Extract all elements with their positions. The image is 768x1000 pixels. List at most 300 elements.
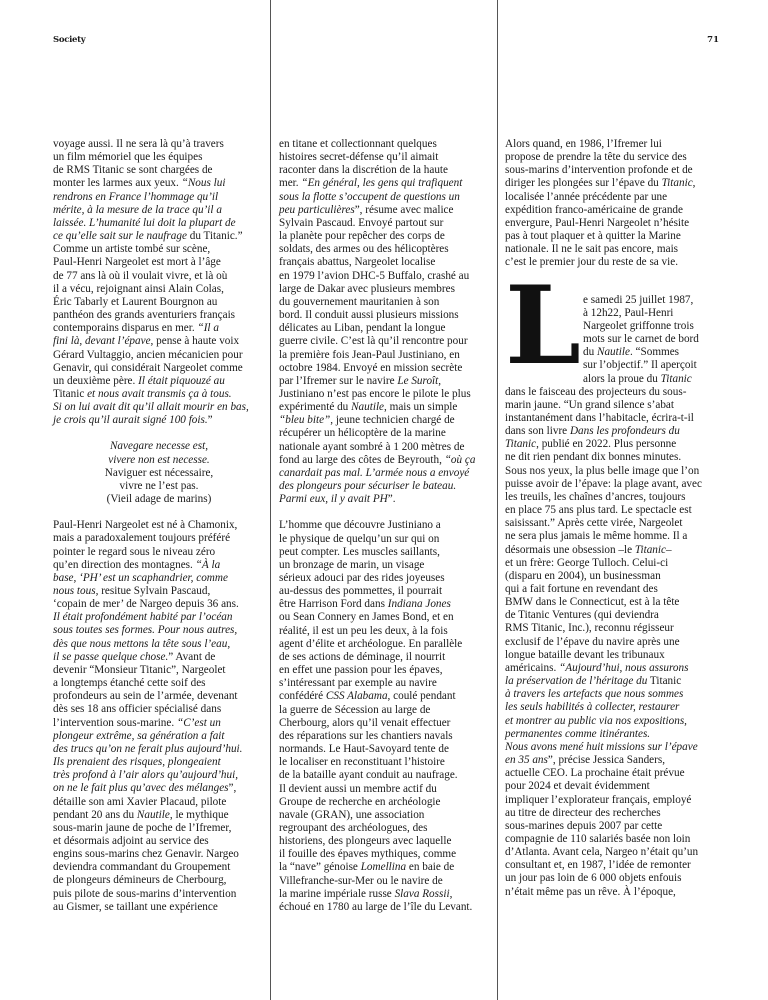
column-divider-right — [497, 0, 498, 1000]
text-run: . “Sommes — [629, 346, 680, 359]
text-run: pointer le regard sous le niveau zéro — [53, 545, 216, 558]
text-run: délicates au Liban, pendant la longue — [279, 322, 446, 335]
text-line — [505, 583, 720, 596]
text-run: mots sur le carnet de bord — [583, 333, 699, 346]
text-line — [53, 769, 265, 782]
text-run: dans le faisceau des projecteurs du sous- — [505, 385, 687, 398]
text-line — [279, 875, 491, 888]
text-line — [53, 809, 265, 822]
text-run: et désormais adjoint au service des — [53, 834, 209, 847]
italic-run: en 35 ans — [505, 754, 548, 767]
text-run: octobre 1984. Envoyé en mission secrète — [279, 361, 463, 374]
italic-run: on ne le fait plus qu’avec des mélanges — [53, 782, 229, 795]
italic-run: sous la flotte s’occupent de questions un — [279, 190, 460, 203]
text-run: d’Atlanta. Avant cela, Nargeo n’était qu’un — [505, 846, 699, 859]
text-line — [505, 688, 720, 701]
text-line — [279, 769, 491, 782]
text-line — [53, 296, 265, 309]
text-line — [505, 675, 720, 688]
text-line — [505, 504, 720, 517]
text-line — [505, 425, 720, 438]
text-run: exclusif de l’épave du navire après une — [505, 635, 680, 648]
text-line — [53, 874, 265, 887]
text-run: resitue Sylvain Pascaud, — [98, 585, 211, 597]
text-run: Sous nos yeux, la plus belle image que l’on — [505, 464, 700, 477]
text-run: ou Sean Connery en James Bond, et en — [279, 611, 454, 624]
italic-run: ce qu’elle sait sur le naufrage — [53, 230, 187, 243]
text-run: Alors quand, en 1986, l’Ifremer lui — [505, 138, 662, 150]
text-line — [505, 741, 720, 754]
text-run: (disparu en 2004), un businessman — [505, 569, 661, 582]
text-run: diriger les plongées sur l’épave du — [505, 177, 662, 190]
paragraph — [279, 138, 491, 506]
text-line — [279, 533, 491, 546]
text-run: agent d’élite et archéologue. En parallèle — [279, 637, 463, 650]
text-line — [53, 401, 265, 414]
text-line — [53, 651, 265, 664]
italic-run: Titanic — [634, 543, 666, 556]
text-run: deviendra commandant du Groupement — [53, 861, 231, 874]
text-run: Paul-Henri Nargeolet est né à Chamonix, — [53, 519, 238, 532]
text-run: Il devient aussi un membre actif du — [279, 782, 437, 795]
italic-run: Si on lui avait dit qu’il allait mourir en bas, — [53, 401, 249, 414]
italic-run: Il était piquouzé au — [138, 374, 225, 387]
text-line — [505, 859, 720, 872]
text-run: Gérard Vultaggio, ancien mécanicien pour — [53, 348, 243, 361]
text-run: de RMS Titanic se sont chargées de — [53, 164, 213, 177]
italic-run: Indiana Jones — [387, 598, 451, 611]
text-line — [279, 559, 491, 572]
column-2 — [279, 138, 491, 914]
text-line — [53, 388, 265, 401]
text-line — [279, 822, 491, 835]
text-run: pas à tout plaquer et à quitter la Marine — [505, 230, 681, 243]
text-line — [53, 480, 265, 493]
text-line — [279, 296, 491, 309]
text-line — [583, 333, 720, 346]
text-line — [505, 872, 720, 885]
text-run: en 1979 l’avion DHC-5 Buffalo, crashé au — [279, 269, 470, 282]
text-line — [505, 649, 720, 662]
text-run: propose de prendre la tête du service des — [505, 151, 687, 164]
text-line — [505, 701, 720, 714]
text-line — [505, 438, 720, 451]
text-run: puisse avoir de l’épave: la plage avant, avec — [505, 477, 702, 490]
text-line — [505, 164, 720, 177]
italic-run: “C’est un — [176, 716, 221, 729]
text-line — [505, 807, 720, 820]
text-run: ne sera plus jamais le même homme. Il a — [505, 530, 688, 543]
text-line — [279, 717, 491, 730]
text-line — [279, 848, 491, 861]
italic-run: “Nous lui — [181, 177, 226, 190]
text-run: large de Dakar avec plusieurs membres — [279, 282, 455, 295]
text-line — [279, 191, 491, 204]
text-line — [583, 359, 720, 372]
text-line — [505, 715, 720, 728]
text-run: actuelle CEO. La prochaine était prévue — [505, 767, 685, 780]
text-line — [279, 256, 491, 269]
text-line — [53, 743, 265, 756]
text-run: détaille son ami Xavier Placaud, pilote — [53, 795, 227, 808]
text-line — [279, 454, 491, 467]
text-run: la planète pour repêcher des corps de — [279, 230, 445, 243]
text-run: le physique de quelqu’un sur qui on — [279, 532, 440, 545]
text-run: alors la proue du — [583, 372, 661, 385]
text-run: ”, précise Jessica Sanders, — [547, 754, 666, 767]
text-run: en effet une passion pour les épaves, — [279, 664, 443, 677]
text-line — [279, 151, 491, 164]
text-line — [279, 901, 491, 914]
text-run: expédition franco-américaine de grande — [505, 203, 683, 216]
text-line — [279, 704, 491, 717]
text-run: ” Avant de — [168, 650, 216, 663]
text-line — [279, 401, 491, 414]
italic-run: les seuls habilités à collecter, restaurer — [505, 701, 680, 714]
text-line — [53, 888, 265, 901]
italic-run: mérite, à la mesure de la trace qu’il a — [53, 203, 222, 216]
text-line — [53, 796, 265, 809]
epigraph-poem — [53, 440, 265, 506]
text-line — [505, 191, 720, 204]
italic-run: des plongeurs pour sécuriser le bateau. — [279, 480, 457, 493]
text-run: mer. — [279, 177, 302, 190]
text-line — [279, 335, 491, 348]
italic-run: Titanic — [505, 438, 537, 451]
paragraph — [279, 519, 491, 914]
text-line — [53, 638, 265, 651]
text-run: du gouvernement mauritanien à son — [279, 295, 440, 308]
text-run: ne dit rien pendant dix bonnes minutes. — [505, 451, 682, 464]
text-line — [279, 625, 491, 638]
italic-run: vivere non est necesse. — [108, 453, 210, 466]
text-run: Paul-Henri Nargeolet est mort à l’âge — [53, 256, 221, 269]
text-run: pendant 20 ans du — [53, 808, 137, 821]
text-run: Naviguer est nécessaire, — [104, 466, 214, 479]
italic-run: laissée. L’humanité lui doit la plupart de — [53, 216, 236, 229]
text-run: Cherbourg, alors qu’il venait effectuer — [279, 716, 451, 729]
text-line — [279, 270, 491, 283]
text-run: devenir “Monsieur Titanic”, Nargeolet — [53, 663, 226, 676]
text-run: il a vécu, rejoignant ainsi Alain Colas, — [53, 282, 224, 295]
text-line — [53, 519, 265, 532]
text-line — [505, 177, 720, 190]
text-line — [279, 730, 491, 743]
column-1 — [53, 138, 265, 914]
text-line — [53, 493, 265, 506]
text-line — [505, 465, 720, 478]
text-line — [505, 846, 720, 859]
paragraph — [53, 519, 265, 914]
text-line — [505, 794, 720, 807]
text-run: impliquer l’explorateur français, employé — [505, 793, 692, 806]
text-run: , jeune technicien chargé de — [330, 414, 455, 427]
text-run: les treuils, les chaînes d’ancres, toujours — [505, 490, 686, 503]
text-run: , — [692, 177, 696, 190]
text-line — [279, 756, 491, 769]
text-line — [279, 835, 491, 848]
text-line — [279, 783, 491, 796]
text-run: pense à haute voix — [153, 335, 240, 348]
section-label: Society — [53, 35, 86, 45]
text-run: historiens, des plongeurs avec laquelle — [279, 835, 452, 848]
text-run: mais a paradoxalement toujours préféré — [53, 532, 231, 545]
text-line — [53, 664, 265, 677]
text-line — [53, 138, 265, 151]
text-run: contemporains disparus en mer. — [53, 322, 198, 335]
text-line — [279, 467, 491, 480]
text-line — [53, 270, 265, 283]
text-line — [583, 307, 720, 320]
text-run: , le mythique — [169, 808, 229, 821]
text-line — [279, 690, 491, 703]
text-line — [279, 217, 491, 230]
text-line — [53, 349, 265, 362]
text-line — [505, 399, 720, 412]
text-line — [583, 346, 720, 359]
text-run: guerre civile. C’est là qu’il rencontre pour — [279, 335, 468, 348]
text-line — [279, 480, 491, 493]
text-run: profondeurs au sein de l’armée, devenant — [53, 690, 238, 703]
text-run: ”, résume avec malice — [354, 203, 454, 216]
text-line — [53, 414, 265, 427]
text-line — [279, 888, 491, 901]
text-line — [505, 820, 720, 833]
italic-run: fini là, devant l’épave, — [53, 335, 154, 348]
text-run: et un frère: George Tulloch. Celui-ci — [505, 556, 669, 569]
text-line — [505, 754, 720, 767]
text-run: en place 75 ans plus tard. Le spectacle est — [505, 504, 692, 517]
text-line — [505, 557, 720, 570]
text-line — [53, 243, 265, 256]
italic-run: et montrer au public via nos expositions, — [505, 714, 687, 727]
italic-run: très profond à l’air alors qu’aujourd’hui, — [53, 769, 239, 782]
text-run: la marine impériale russe — [279, 887, 395, 900]
text-run: échoué en 1780 au large de l’île du Levant. — [279, 900, 473, 913]
text-run: pour 2024 et devait évidemment — [505, 780, 650, 793]
text-line — [53, 611, 265, 624]
text-line — [53, 677, 265, 690]
text-line — [53, 532, 265, 545]
italic-run: dès que nous mettons la tête sous l’eau, — [53, 637, 231, 650]
italic-run: je crois qu’il aurait signé 100 fois. — [53, 414, 208, 427]
text-run: être Harrison Ford dans — [279, 598, 388, 611]
text-run: qui a fait fortune en revendant des — [505, 583, 658, 595]
text-line — [279, 177, 491, 190]
text-run: sous-marines depuis 2007 par cette — [505, 819, 663, 832]
text-line — [53, 191, 265, 204]
text-run: Titanic — [53, 387, 88, 400]
text-run: ” — [207, 414, 213, 427]
italic-run: sous toutes ses formes. Pour nous autres, — [53, 624, 238, 637]
text-line — [53, 230, 265, 243]
text-run: envergure, Paul-Henri Nargeolet n’hésite — [505, 216, 690, 229]
text-line — [279, 664, 491, 677]
text-run: de Titanic Ventures (qui deviendra — [505, 609, 659, 622]
paragraph — [505, 138, 720, 270]
text-line — [53, 690, 265, 703]
text-line — [279, 598, 491, 611]
text-run: , publié en 2022. Plus personne — [536, 438, 677, 451]
text-line — [583, 373, 720, 386]
text-line — [505, 780, 720, 793]
text-line — [279, 585, 491, 598]
text-run: (Vieil adage de marins) — [106, 493, 212, 506]
text-run: la guerre de Sécession au large de — [279, 703, 431, 716]
text-run: RMS Titanic, Inc.), reconnu régisseur — [505, 622, 674, 635]
text-line — [505, 530, 720, 543]
text-run: regroupant des archéologues, des — [279, 821, 428, 834]
text-line — [53, 283, 265, 296]
text-line — [53, 559, 265, 572]
italic-run: il se passe quelque chose. — [53, 650, 169, 663]
text-line — [53, 730, 265, 743]
text-run: en baie de — [406, 861, 455, 874]
text-line — [279, 427, 491, 440]
italic-run: à travers les artefacts que nous sommes — [505, 688, 684, 701]
text-line — [53, 164, 265, 177]
text-run: de la bataille ayant conduit au naufrage. — [279, 769, 458, 782]
text-run: dans son livre — [505, 425, 570, 438]
text-run: au Gismer, se taillant une expérience — [53, 900, 218, 913]
italic-run: “bleu bite” — [279, 414, 331, 427]
italic-run: Ils prenaient des risques, plongeaient — [53, 756, 221, 769]
text-line — [279, 546, 491, 559]
page-number: 71 — [707, 35, 719, 45]
text-run: monter les larmes aux yeux. — [53, 177, 182, 190]
text-line — [53, 901, 265, 914]
text-line — [279, 164, 491, 177]
text-line — [279, 349, 491, 362]
italic-run: Titanic — [661, 177, 693, 190]
text-line — [505, 478, 720, 491]
text-line — [53, 624, 265, 637]
text-line — [53, 362, 265, 375]
text-line — [505, 230, 720, 243]
italic-run: Slava Rossii — [394, 887, 450, 900]
text-run: navale (GRAN), une association — [279, 808, 425, 821]
text-line — [505, 886, 720, 899]
text-run: longue bataille devant les tribunaux — [505, 648, 665, 661]
text-line — [53, 335, 265, 348]
text-line — [279, 375, 491, 388]
text-run: , — [438, 374, 442, 387]
text-run: panthéon des grands aventuriers français — [53, 309, 236, 322]
italic-run: permanentes comme itinérantes. — [505, 727, 651, 740]
italic-run: Parmi eux, il y avait PH — [279, 493, 388, 506]
text-line — [505, 517, 720, 530]
text-line — [53, 598, 265, 611]
italic-run: Titanic — [660, 372, 692, 385]
text-run: saisissant.” Après cette virée, Nargeolet — [505, 517, 683, 530]
text-run: un bronzage de marin, un visage — [279, 558, 425, 571]
text-run: au-dessus des pommettes, il pourrait — [279, 585, 443, 598]
italic-run: base, ‘PH’ est un scaphandrier, comme — [53, 571, 228, 584]
text-run: peut compter. Les muscles saillants, — [279, 545, 440, 558]
text-line — [505, 609, 720, 622]
text-run: sur l’objectif.” Il aperçoit — [583, 359, 697, 372]
text-run: , coulé pendant — [387, 690, 456, 703]
text-run: récupérer un hélicoptère de la marine — [279, 427, 446, 440]
text-run: voyage aussi. Il ne sera là qu’à travers — [53, 138, 224, 150]
text-run: marin jaune. “Un grand silence s’abat — [505, 398, 674, 411]
text-line — [279, 388, 491, 401]
text-run: e samedi 25 juillet 1987, — [583, 293, 694, 306]
italic-run: “En général, les gens qui trafiquent — [301, 177, 463, 190]
text-line — [279, 322, 491, 335]
text-run: BMW dans le Connecticut, est à la tête — [505, 596, 680, 609]
italic-run: Il était profondément habité par l’océan — [53, 611, 233, 624]
text-line — [53, 848, 265, 861]
text-run: compagnie de 110 salariés basée non loin — [505, 832, 691, 845]
text-line — [53, 375, 265, 388]
italic-run: la préservation de l’héritage du — [505, 675, 648, 688]
text-line — [505, 491, 720, 504]
text-line — [53, 322, 265, 335]
text-line — [279, 414, 491, 427]
text-run: qu’en direction des montagnes. — [53, 558, 196, 571]
text-line — [505, 204, 720, 217]
text-line — [53, 177, 265, 190]
text-run: sous-marins d’intervention profonde et de — [505, 164, 693, 177]
text-line — [279, 611, 491, 624]
text-line — [53, 703, 265, 716]
text-line — [279, 796, 491, 809]
italic-run: Nautile — [351, 401, 385, 414]
text-line — [279, 651, 491, 664]
text-line — [505, 570, 720, 583]
text-line — [279, 493, 491, 506]
text-run: des réparations sur les chantiers navals — [279, 729, 453, 742]
text-run: il fouille des épaves mythiques, comme — [279, 848, 457, 861]
text-run: , — [449, 887, 453, 900]
text-line — [53, 717, 265, 730]
text-line — [279, 283, 491, 296]
italic-run: Navegare necesse est, — [109, 440, 209, 453]
text-line — [53, 204, 265, 217]
text-run: normands. Le Haut-Savoyard tente de — [279, 743, 449, 756]
text-run: à 12h22, Paul-Henri — [583, 306, 674, 319]
text-line — [505, 728, 720, 741]
text-line — [279, 743, 491, 756]
text-line — [53, 546, 265, 559]
text-run: L’homme que découvre Justiniano a — [279, 519, 441, 532]
text-run: Sylvain Pascaud. Envoyé partout sur — [279, 216, 444, 229]
text-run: histoires secret-défense qu’il aimait — [279, 151, 439, 164]
text-run: consultant et, en 1987, l’idée de remonter — [505, 859, 691, 872]
text-line — [505, 412, 720, 425]
text-run: au titre de directeur des recherches — [505, 806, 661, 819]
text-run: la première fois Jean-Paul Justiniano, en — [279, 348, 460, 361]
text-line — [53, 585, 265, 598]
text-line — [279, 519, 491, 532]
italic-run: rendrons en France l’hommage qu’il — [53, 190, 219, 203]
text-run: nationale. Il ne le sait pas encore, mais — [505, 243, 679, 256]
text-line — [279, 638, 491, 651]
italic-run: plongeur extrême, sa génération a fait — [53, 729, 225, 742]
text-run: dès ses 18 ans officier spécialisé dans — [53, 703, 222, 716]
text-line — [505, 767, 720, 780]
italic-run: Dans les profondeurs du — [569, 425, 680, 438]
italic-run: Nautile — [596, 346, 630, 359]
text-line — [279, 441, 491, 454]
italic-run: des trucs qu’on ne ferait plus aujourd’hui. — [53, 742, 243, 755]
text-run: Groupe de recherche en archéologie — [279, 795, 441, 808]
italic-run: Nautile — [136, 808, 170, 821]
text-run: un jour pas loin de 6 000 objets enfouis — [505, 872, 682, 885]
text-line — [583, 320, 720, 333]
text-run: la “nave” génoise — [279, 861, 361, 874]
